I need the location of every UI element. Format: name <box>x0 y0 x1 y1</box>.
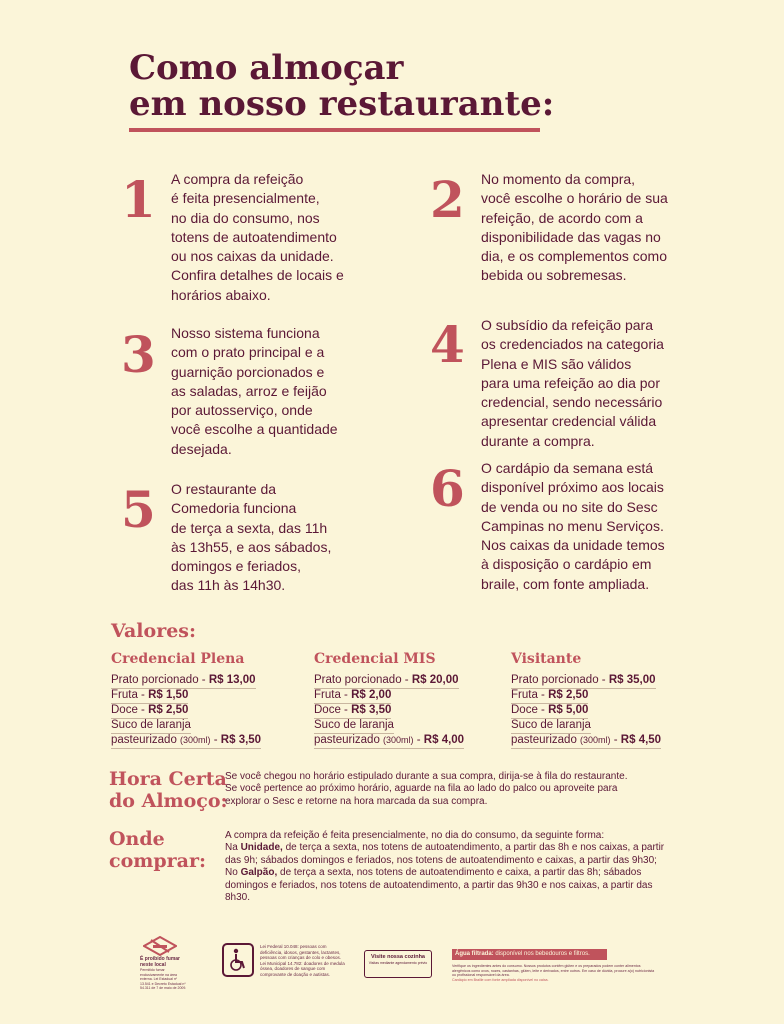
price-row-doce: Doce - R$ 3,50 <box>314 703 391 719</box>
price-column-visitante <box>511 650 701 745</box>
price-column-mis <box>314 650 504 745</box>
price-row-doce: Doce - R$ 5,00 <box>511 703 588 719</box>
price-row-doce: Doce - R$ 2,50 <box>111 703 188 719</box>
price-row-suco: pasteurizado (300ml) - R$ 4,50 <box>511 733 661 749</box>
price-row-suco-label: Suco de laranja <box>314 718 394 734</box>
no-smoking-law: Permitido fumar exclusivamente na área externa. Lei Estadual nº 13.541 e Decreto Estadual nº 54.311 de 7 de maio de 2009. <box>140 968 187 990</box>
onde-comprar-heading: Onde comprar: <box>109 828 206 872</box>
price-column-title: Credencial Plena <box>111 651 245 667</box>
price-row-fruta: Fruta - R$ 2,50 <box>511 688 588 704</box>
step-text: No momento da compra, você escolhe o horário de sua refeição, de acordo com a disponibilidade das vagas no dia, e os complementos como bebida ou sobremesas. <box>481 171 668 284</box>
step-text: O cardápio da semana está disponível próximo aos locais de venda ou no site do Sesc Campinas no menu Serviços. Nos caixas da unidade temos à disposição o cardápio em braile, com fonte ampliada. <box>481 460 665 592</box>
kitchen-visit-title: Visite nossa cozinha <box>370 954 425 960</box>
price-column-title: Visitante <box>511 651 582 667</box>
price-row-suco: pasteurizado (300ml) - R$ 3,50 <box>111 733 261 749</box>
no-smoking-label: É proibido fumar neste local <box>140 956 180 968</box>
no-smoking-sign <box>140 936 187 991</box>
onde-comprar-intro: A compra da refeição é feita presencialmente, no dia do consumo, da seguinte forma: <box>225 830 605 841</box>
onde-comprar-galpao: No Galpão, de terça a sexta, nos totens de autoatendimento e caixa, a partir das 8h; sábados domingos e feriados, nos totens de autoatendimento, a partir das 9h30 e nos caixas, a partir das 8h30. <box>225 867 653 904</box>
hora-certa-text <box>225 771 645 808</box>
price-row-fruta: Fruta - R$ 1,50 <box>111 688 188 704</box>
onde-comprar-unidade: Na Unidade, de terça a sexta, nos totens de autoatendimento, a partir das 8h e nos caixas, a partir das 9h; sábados domingos e feriados, nos totens de autoatendimento e caixas, a partir das 9h30; <box>225 842 665 866</box>
price-column-title: Credencial MIS <box>314 651 436 667</box>
allergy-text: Verifique os ingredientes antes do consumo. Nossos produtos contêm glúten e os preparados podem conter alimentos alergênicos como ovos, nozes, castanhas, glúten, leite e derivados, entre outros. Em caso de dúvida, procure a(o) nutricionista ou profissional responsável da área. <box>452 964 655 978</box>
step-text: O subsídio da refeição para os credenciados na categoria Plena e MIS são válidos para uma refeição ao dia por credencial, sendo necessário apresentar credencial válida durante a compra. <box>481 317 664 449</box>
price-column-plena <box>111 650 301 745</box>
step-number: 4 <box>430 315 465 374</box>
hora-certa-p1: Se você chegou no horário estipulado durante a sua compra, dirija-se à fila do restaurante. <box>225 771 628 782</box>
step-text: O restaurante da Comedoria funciona de terça a sexta, das 11h às 13h55, e aos sábados, domingos e feriados, das 11h às 14h30. <box>171 481 332 594</box>
step-text: A compra da refeição é feita presencialmente, no dia do consumo, nos totens de autoatendimento ou nos caixas da unidade. Confira detalhes de locais e horários abaixo. <box>171 171 344 303</box>
price-row-suco-label: Suco de laranja <box>511 718 591 734</box>
price-row-suco-label: Suco de laranja <box>111 718 191 734</box>
kitchen-visit-box <box>364 950 432 978</box>
price-row-fruta: Fruta - R$ 2,00 <box>314 688 391 704</box>
page-title <box>129 50 554 122</box>
step-number: 2 <box>430 170 465 229</box>
step-number: 5 <box>121 480 156 539</box>
priority-text: Lei Federal 10.048: pessoas com deficiência, idosos, gestantes, lactantes, pessoas com crianças de colo e obesos. Lei Municipal 14.782: doadores de medula óssea, doadores de sangue com comprovante de doação e autistas. <box>260 944 345 977</box>
water-banner: Água filtrada: disponível nos bebedouros e filtros. <box>452 949 607 960</box>
price-row-prato: Prato porcionado - R$ 35,00 <box>511 673 656 689</box>
kitchen-visit-text: Visitas mediante agendamento prévio <box>368 961 428 965</box>
braille-text: Cardápio em Braille com fonte ampliada disponível no caixa. <box>452 978 549 982</box>
title-underline <box>129 128 540 132</box>
step-text: Nosso sistema funciona com o prato principal e a guarnição porcionados e as saladas, arroz e feijão por autosserviço, onde você escolhe a quantidade desejada. <box>171 325 338 457</box>
no-smoking-icon <box>143 936 177 956</box>
step-number: 1 <box>121 170 156 229</box>
wheelchair-icon <box>228 948 248 972</box>
hora-certa-heading: Hora Certa do Almoço: <box>109 768 228 812</box>
hora-certa-p2: Se você pertence ao próximo horário, aguarde na fila ao lado do palco ou aproveite para explorar o Sesc e retorne na hora marcada da sua compra. <box>225 783 618 807</box>
priority-sign <box>222 943 254 977</box>
price-row-prato: Prato porcionado - R$ 13,00 <box>111 673 256 689</box>
title-line-2: em nosso restaurante: <box>129 84 555 124</box>
title-line-1: Como almoçar <box>129 48 404 88</box>
valores-heading: Valores: <box>111 620 197 642</box>
price-row-suco: pasteurizado (300ml) - R$ 4,00 <box>314 733 464 749</box>
onde-comprar-text <box>225 830 675 904</box>
price-row-prato: Prato porcionado - R$ 20,00 <box>314 673 459 689</box>
step-number: 6 <box>430 459 465 518</box>
step-number: 3 <box>121 325 156 384</box>
